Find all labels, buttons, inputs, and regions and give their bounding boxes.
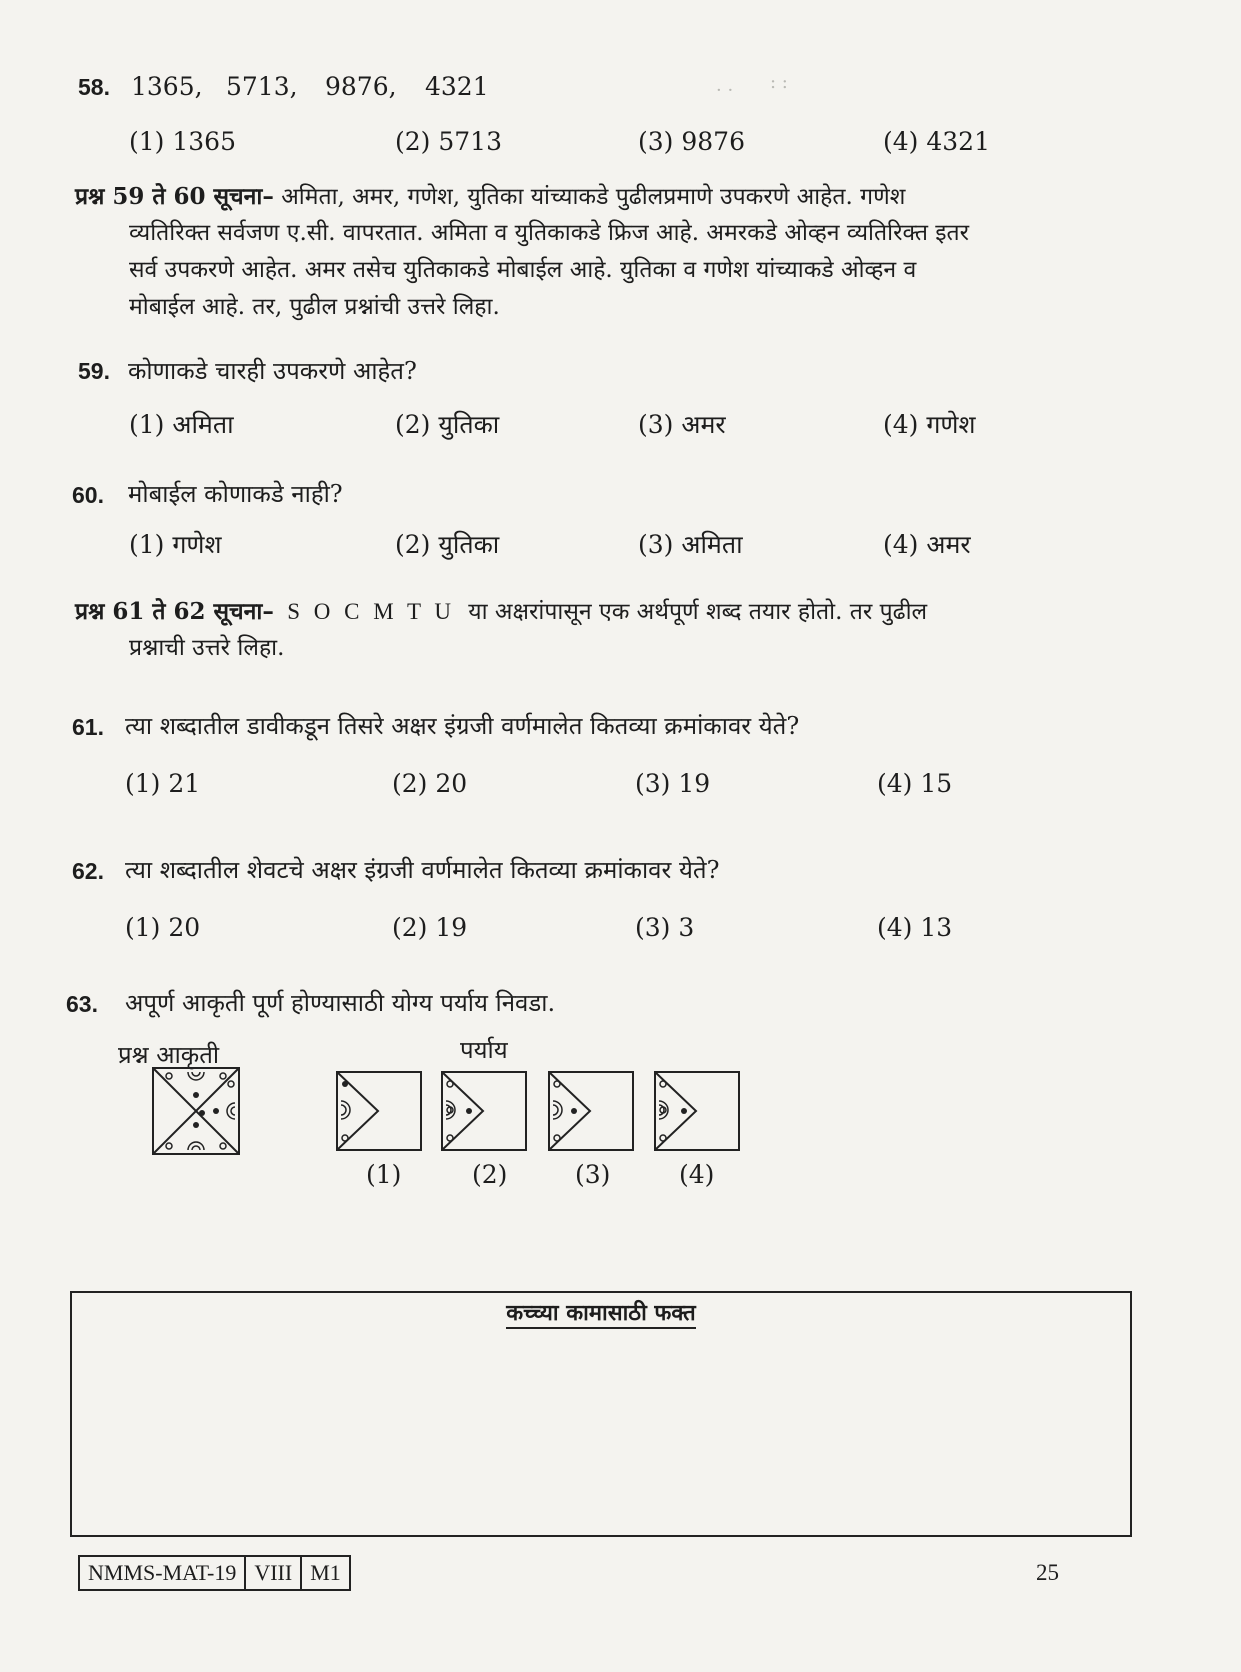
medium-label: M1 <box>310 1560 341 1585</box>
show-through-mark: : : <box>770 72 788 93</box>
page-number: 25 <box>1036 1560 1059 1585</box>
option-4[interactable]: (4) गणेश <box>883 410 976 439</box>
sequence-number: 4321 <box>425 72 489 101</box>
question-number: 63. <box>66 991 98 1017</box>
option-1[interactable]: (1) अमिता <box>129 410 234 439</box>
option-4[interactable]: (4) 15 <box>877 769 953 798</box>
question-text: त्या शब्दातील शेवटचे अक्षर इंग्रजी वर्णमालेत कितव्या क्रमांकावर येते? <box>125 856 720 884</box>
option-3[interactable]: (3) 3 <box>635 913 695 942</box>
question-text: त्या शब्दातील डावीकडून तिसरे अक्षर इंग्रजी वर्णमालेत कितव्या क्रमांकावर येते? <box>125 712 800 740</box>
instruction-line: प्रश्नाची उत्तरे लिहा. <box>129 635 285 661</box>
question-text: मोबाईल कोणाकडे नाही? <box>128 480 343 508</box>
sequence-number: 9876, <box>325 72 397 101</box>
instruction-line: मोबाईल आहे. तर, पुढील प्रश्नांची उत्तरे लिहा. <box>129 294 500 320</box>
option-figure-3[interactable] <box>548 1071 634 1151</box>
option-label-2: (2) <box>472 1160 508 1189</box>
option-1[interactable]: (1) 20 <box>125 913 201 942</box>
option-1[interactable]: (1) गणेश <box>129 530 222 559</box>
option-4[interactable]: (4) 4321 <box>883 127 990 156</box>
option-2[interactable]: (2) 20 <box>392 769 468 798</box>
paper-code: NMMS-MAT-19 <box>80 1557 246 1589</box>
option-1[interactable]: (1) 21 <box>125 769 201 798</box>
rough-work-title: कच्च्या कामासाठी फक्त <box>72 1297 1130 1327</box>
question-number: 61. <box>72 714 104 740</box>
question-figure <box>152 1067 240 1155</box>
option-label-3: (3) <box>575 1160 611 1189</box>
option-1[interactable]: (1) 1365 <box>129 127 236 156</box>
question-number: 58. <box>78 74 110 100</box>
option-figure-4[interactable] <box>654 1071 740 1151</box>
question-number: 62. <box>72 858 104 884</box>
options-label: पर्याय <box>460 1036 508 1064</box>
question-number: 60. <box>72 482 104 508</box>
instruction-line: व्यतिरिक्त सर्वजण ए.सी. वापरतात. अमिता व युतिकाकडे फ्रिज आहे. अमरकडे ओव्हन व्यतिरिक्त इतर <box>129 220 970 246</box>
option-figure-2[interactable] <box>441 1071 527 1151</box>
question-number: 59. <box>78 358 110 384</box>
option-3[interactable]: (3) 9876 <box>638 127 745 156</box>
sequence-number: 5713, <box>226 72 298 101</box>
question-text: कोणाकडे चारही उपकरणे आहेत? <box>128 357 417 385</box>
option-2[interactable]: (2) युतिका <box>395 410 500 439</box>
option-figure-1[interactable] <box>336 1071 422 1151</box>
instruction-59-60 <box>75 178 905 216</box>
sequence-number: 1365, <box>131 72 203 101</box>
rough-work-box[interactable] <box>70 1291 1132 1537</box>
show-through-mark: · · <box>716 80 734 101</box>
instruction-line: या अक्षरांपासून एक अर्थपूर्ण शब्द तयार होतो. तर पुढील <box>468 599 928 625</box>
option-label-1: (1) <box>366 1160 402 1189</box>
question-figure-label: प्रश्न आकृती <box>118 1041 220 1069</box>
instruction-61-62 <box>75 593 927 631</box>
paper-code-box <box>78 1555 351 1591</box>
option-2[interactable]: (2) युतिका <box>395 530 500 559</box>
option-3[interactable]: (3) अमर <box>638 410 726 439</box>
instruction-line: अमिता, अमर, गणेश, युतिका यांच्याकडे पुढीलप्रमाणे उपकरणे आहेत. गणेश <box>281 184 906 210</box>
question-text: अपूर्ण आकृती पूर्ण होण्यासाठी योग्य पर्याय निवडा. <box>125 989 556 1017</box>
option-4[interactable]: (4) अमर <box>883 530 971 559</box>
class-label: VIII <box>246 1557 302 1589</box>
instruction-prefix: प्रश्न 61 ते 62 सूचना– <box>75 598 274 625</box>
option-2[interactable]: (2) 5713 <box>395 127 502 156</box>
letters: S O C M T U <box>287 599 455 624</box>
instruction-line: सर्व उपकरणे आहेत. अमर तसेच युतिकाकडे मोबाईल आहे. युतिका व गणेश यांच्याकडे ओव्हन व <box>129 257 917 283</box>
instruction-prefix: प्रश्न 59 ते 60 सूचना– <box>75 183 274 210</box>
option-2[interactable]: (2) 19 <box>392 913 468 942</box>
option-4[interactable]: (4) 13 <box>877 913 953 942</box>
option-3[interactable]: (3) अमिता <box>638 530 743 559</box>
option-label-4: (4) <box>679 1160 715 1189</box>
option-3[interactable]: (3) 19 <box>635 769 711 798</box>
